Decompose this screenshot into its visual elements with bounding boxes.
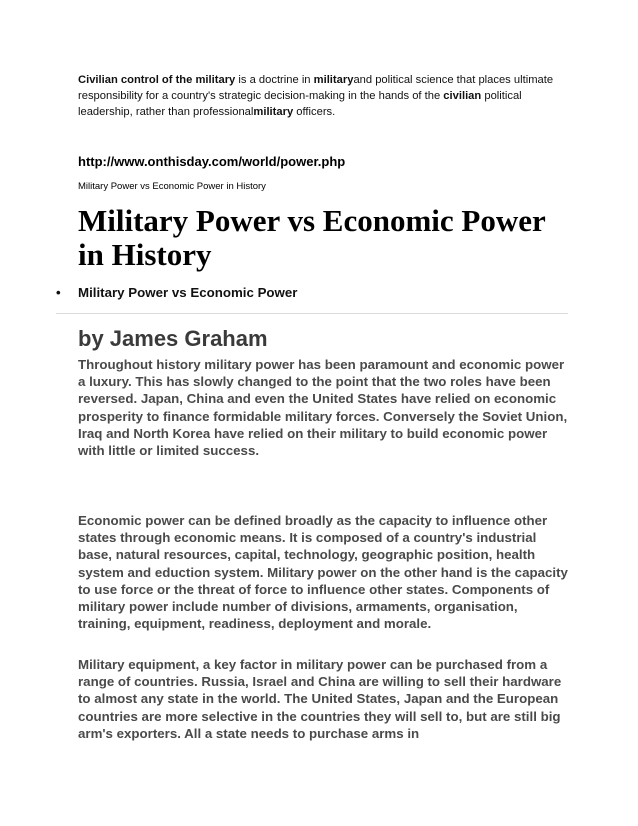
intro-term-civilian: civilian: [443, 90, 482, 102]
intro-paragraph: [78, 72, 568, 120]
bullet-item-label: Military Power vs Economic Power: [78, 285, 298, 300]
body-paragraph-3: Military equipment, a key factor in military power can be purchased from a range of countries. Russia, Israel and China are willing to sell their hardware to almost any state in the world. The United States, Japan and the European countries are more selective in the countries they will sell to, but are still big arm's exporters. All a state needs to purchase arms in: [78, 657, 562, 741]
small-title: Military Power vs Economic Power in History: [78, 181, 266, 192]
article-title: Military Power vs Economic Power in History: [78, 203, 546, 272]
body-paragraph-2: Economic power can be defined broadly as the capacity to influence other states through economic means. It is composed of a country's industrial base, natural resources, capital, technology, geographic position, health system and eduction system. Military power on the other hand is the capacity to use force or the threat of force to influence other states. Components of military power include number of divisions, armaments, organisation, training, equipment, readiness, deployment and morale.: [78, 513, 568, 632]
source-url[interactable]: http://www.onthisday.com/world/power.php: [78, 154, 346, 169]
intro-text-3: political leadership, rather than professional: [78, 90, 522, 118]
intro-term-military-2: military: [253, 106, 294, 118]
bullet-icon: •: [56, 285, 61, 300]
body-paragraph-1: Throughout history military power has been paramount and economic power a luxury. This has slowly changed to the point that the two roles have been reversed. Japan, China and even the United States have relied on economic prosperity to finance formidable military forces. Conversely the Soviet Union, Iraq and North Korea have relied on their military to build economic power with little or limited success.: [78, 357, 568, 459]
intro-term: Civilian control of the military: [78, 74, 236, 86]
intro-text-4: officers.: [293, 106, 336, 118]
intro-text-1: is a doctrine in: [235, 74, 314, 86]
section-divider: [56, 313, 568, 314]
bullet-list-item: [56, 285, 297, 300]
intro-term-military: military: [313, 74, 354, 86]
author-byline: by James Graham: [78, 326, 268, 351]
intro-text-2: and political science that places ultimate responsibility for a country's strategic decision-making in the hands of the: [78, 74, 554, 102]
